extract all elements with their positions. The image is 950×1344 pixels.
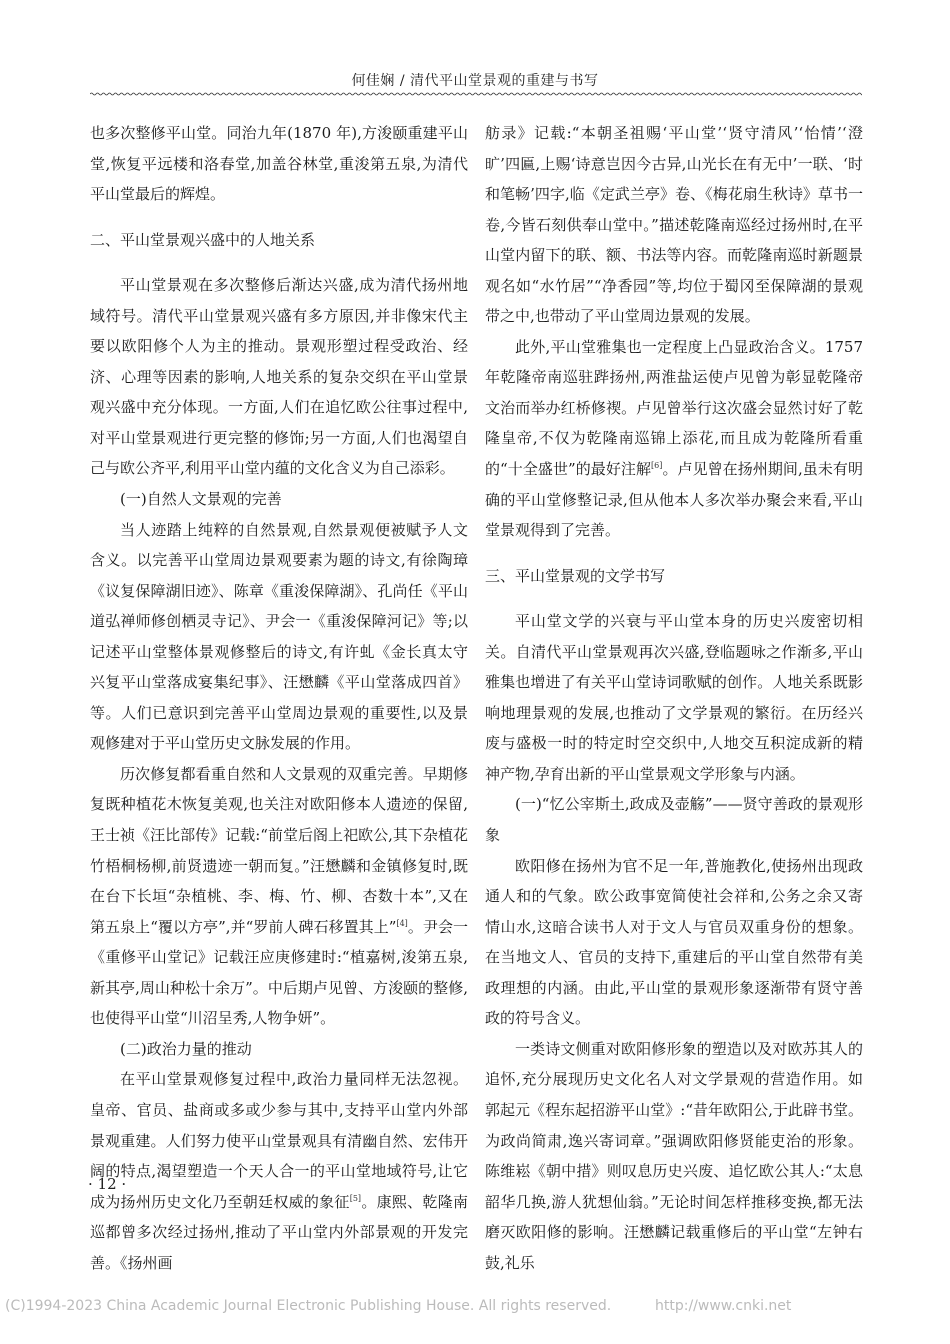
subsection-heading: (一)“忆公宰斯土,政成及壶觞”——贤守善政的景观形象: [485, 795, 863, 845]
paragraph-text: 。卢见曾在扬州期间,虽未有明确的平山堂修整记录,但从他本人多次举办聚会来看,平山堂景观得到了完善。: [485, 460, 863, 540]
paragraph: 平山堂文学的兴衰与平山堂本身的历史兴废密切相关。自清代平山堂景观再次兴盛,登临题咏之作渐多,平山雅集也增进了有关平山堂诗词歌赋的创作。人地关系既影响地理景观的发展,也推动了文学景观的繁衍。在历经兴废与盛极一时的特定时空交织中,人地交互积淀成新的精神产物,孕育出新的平山堂景观文学形象与内涵。: [485, 612, 863, 783]
section-heading: 二、平山堂景观兴盛中的人地关系: [90, 230, 316, 249]
paragraph-text: 在平山堂景观修复过程中,政治力量同样无法忽视。皇帝、官员、盐商或多或少参与其中,支持平山堂内外部景观重建。人们努力使平山堂景观具有清幽自然、宏伟开阔的特点,渴望塑造一个天人合一的平山堂地域符号,让它成为扬州历史文化乃至朝廷权威的象征: [90, 1070, 468, 1211]
paragraph: 平山堂景观在多次整修后渐达兴盛,成为清代扬州地域符号。清代平山堂景观兴盛有多方原因,并非像宋代主要以欧阳修个人为主的推动。景观形塑过程受政治、经济、心理等因素的影响,人地关系的复杂交织在平山堂景观兴盛中充分体现。一方面,人们在追忆欧公往事过程中,对平山堂景观进行更完整的修饰;另一方面,人们也渴望自己与欧公齐平,利用平山堂内蕴的文化含义为自己添彩。: [90, 276, 468, 478]
right-column: [485, 118, 863, 1278]
paragraph: [90, 759, 468, 1034]
paragraph: [485, 332, 863, 546]
paragraph: 欧阳修在扬州为官不足一年,普施教化,使扬州出现政通人和的气象。欧公政事宽简使社会祥和,公务之余又寄情山水,这暗合读书人对于文人与官员双重身份的想象。在当地文人、官员的支持下,重建后的平山堂自然带有美政理想的内涵。由此,平山堂的景观形象逐渐带有贤守善政的符号含义。: [485, 856, 863, 1028]
paragraph: 一类诗文侧重对欧阳修形象的塑造以及对欧苏其人的追怀,充分展现历史文化名人对文学景观的营造作用。如郭起元《程东起招游平山堂》:“昔年欧阳公,于此辟书堂。为政尚简肃,逸兴寄词章。”强调欧阳修贤能吏治的形象。陈维崧《朝中措》则叹息历史兴废、追忆欧公其人:“太息韶华几换,游人犹想仙翁。”无论时间怎样推移变换,都无法磨灭欧阳修的影响。汪懋麟记载重修后的平山堂“左钟右鼓,礼乐: [485, 1039, 863, 1272]
citation-ref[interactable]: [4]: [396, 918, 408, 928]
paragraph: [90, 1064, 468, 1278]
paragraph-text: 。康熙、乾隆南巡都曾多次经过扬州,推动了平山堂内外部景观的开发完善。《扬州画: [90, 1192, 468, 1272]
citation-ref[interactable]: [5]: [349, 1193, 362, 1203]
section-heading: 三、平山堂景观的文学书写: [485, 566, 666, 585]
paragraph: 舫录》记载:“本朝圣祖赐‘平山堂’‘贤守清风’‘怡情’‘澄旷’四匾,上赐‘诗意岂因今古异,山光长在有无中’一联、‘时和笔畅’四字,临《定武兰亭》卷、《梅花扇生秋诗》草书一卷,今皆石刻供奉山堂中。”描述乾隆南巡经过扬州时,在平山堂内留下的联、额、书法等内容。而乾隆南巡时新题景观名如“水竹居”“净香园”等,均位于蜀冈至保障湖的景观带之中,也带动了平山堂周边景观的发展。: [485, 124, 863, 326]
paragraph: 也多次整修平山堂。同治九年(1870 年),方浚颐重建平山堂,恢复平远楼和洛春堂,加盖谷林堂,重浚第五泉,为清代平山堂最后的辉煌。: [90, 124, 468, 204]
paragraph: 当人迹踏上纯粹的自然景观,自然景观便被赋予人文含义。以完善平山堂周边景观要素为题的诗文,有徐陶璋《议复保障湖旧迹》、陈章《重浚保障湖》、孔尚任《平山道弘禅师修创栖灵寺记》、尹会一《重浚保障河记》等;以记述平山堂整体景观修整后的诗文,有许虬《金长真太守兴复平山堂落成宴集纪事》、汪懋麟《平山堂落成四首》等。人们已意识到完善平山堂周边景观的重要性,以及景观修建对于平山堂历史文脉发展的作用。: [90, 520, 468, 753]
subsection-heading: (一)自然人文景观的完善: [120, 490, 282, 509]
footer-url[interactable]: http://www.cnki.net: [655, 1298, 792, 1314]
paragraph-text: 此外,平山堂雅集也一定程度上凸显政治含义。1757 年乾隆帝南巡驻跸扬州,两淮盐运使卢见曾为彰显乾隆帝文治而举办红桥修禊。卢见曾举行这次盛会显然讨好了乾隆皇帝,不仅为乾隆南巡锦上添花,而且成为乾隆所看重的“十全盛世”的最好注解: [485, 337, 863, 479]
paragraph-text: 历次修复都看重自然和人文景观的双重完善。早期修复既种植花木恢复美观,也关注对欧阳修本人遗迹的保留,王士祯《汪比部传》记载:“前堂后阁上祀欧公,其下杂植花竹梧桐杨柳,前贤遗迹一朝而复。”汪懋麟和金镇修复时,既在台下长垣“杂植桃、李、梅、竹、柳、杏数十本”,又在第五泉上“覆以方亭”,并“罗前人碑石移置其上”: [90, 764, 468, 936]
left-column: [90, 118, 468, 1278]
running-head: 何佳娴 / 清代平山堂景观的重建与书写: [351, 73, 599, 89]
footer-copyright: (C)1994-2023 China Academic Journal Electronic Publishing House. All rights reserved.: [5, 1298, 612, 1314]
header-wavy-rule: [90, 90, 862, 98]
citation-ref[interactable]: [6]: [651, 461, 663, 471]
paragraph-text: 。尹会一《重修平山堂记》记载汪应庚修建时:“植嘉树,浚第五泉,新其亭,周山种松十余万”。中后期卢见曾、方浚颐的整修,也使得平山堂“川沼呈秀,人物争妍”。: [90, 917, 468, 1028]
subsection-heading: (二)政治力量的推动: [120, 1039, 252, 1058]
page-number: · 12 ·: [88, 1175, 127, 1193]
